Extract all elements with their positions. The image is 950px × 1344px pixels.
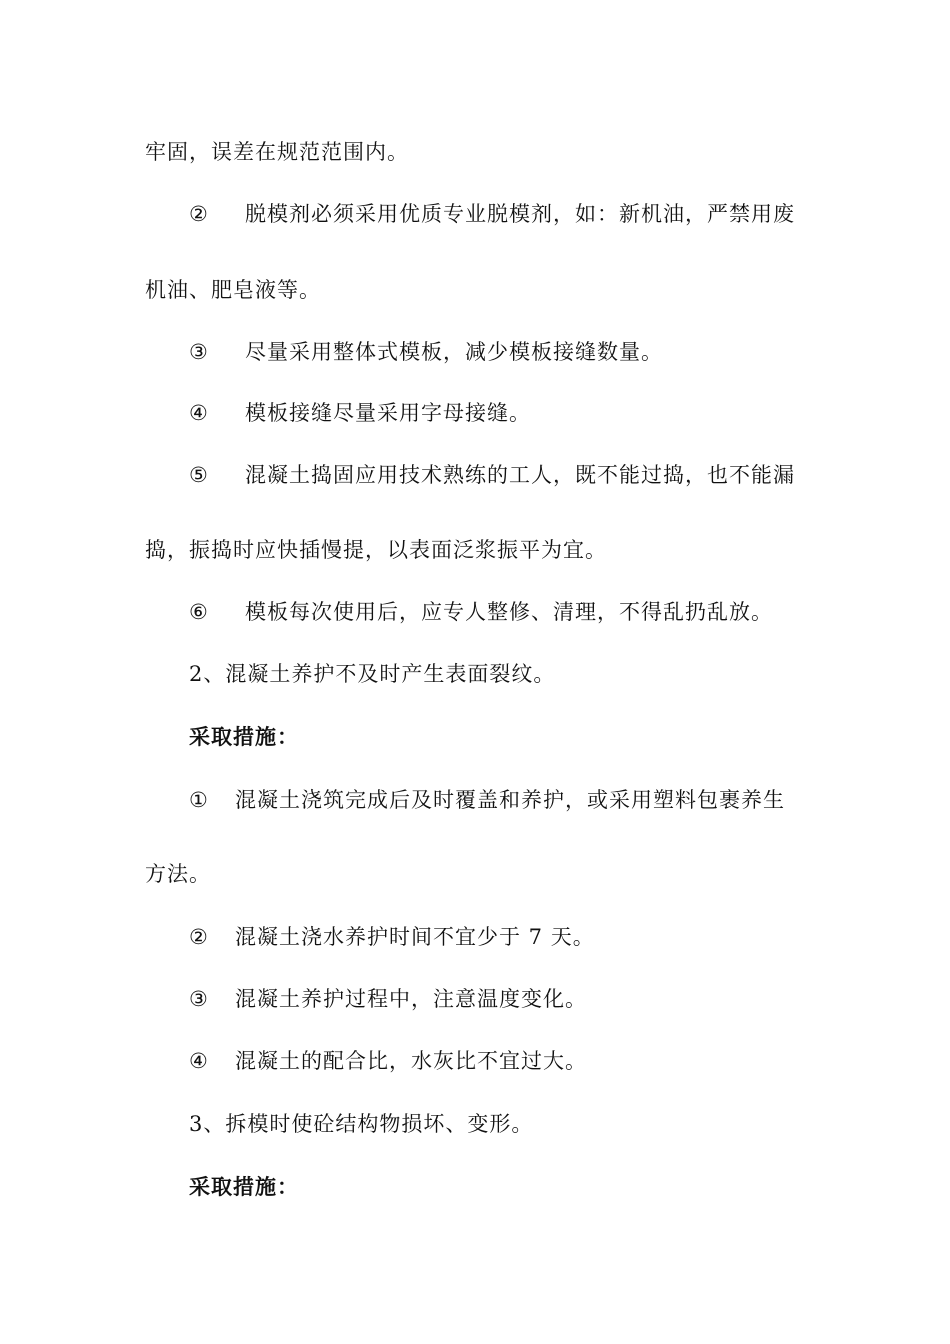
list-item	[189, 461, 795, 489]
line-text: 机油、肥皂液等。	[145, 278, 321, 302]
label-text: 采取措施：	[189, 724, 299, 749]
line-text: 牢固，误差在规范范围内。	[145, 140, 409, 164]
list-item	[189, 923, 595, 951]
item-text: 模板每次使用后，应专人整修、清理，不得乱扔乱放。	[245, 600, 773, 624]
paragraph-line	[145, 536, 607, 564]
paragraph-line	[145, 860, 211, 888]
list-item	[189, 338, 663, 366]
line-text: 方法。	[145, 862, 211, 886]
item-marker: ①	[189, 788, 209, 812]
heading-text: 3、拆模时使砼结构物损坏、变形。	[189, 1112, 534, 1136]
item-marker: ②	[189, 202, 209, 226]
item-text: 混凝土的配合比，水灰比不宜过大。	[235, 1049, 587, 1073]
item-marker: ③	[189, 340, 209, 364]
paragraph-line	[145, 276, 321, 304]
label-text: 采取措施：	[189, 1174, 299, 1199]
item-text: 混凝土养护过程中，注意温度变化。	[235, 987, 587, 1011]
section-heading	[189, 1110, 533, 1138]
item-marker: ③	[189, 987, 209, 1011]
list-item	[189, 786, 785, 814]
item-marker: ②	[189, 925, 209, 949]
item-marker: ④	[189, 1049, 209, 1073]
item-text: 脱模剂必须采用优质专业脱模剂，如：新机油，严禁用废	[245, 202, 795, 226]
list-item	[189, 1047, 587, 1075]
section-heading	[189, 660, 555, 688]
paragraph-line	[145, 138, 409, 166]
line-text: 捣，振捣时应快插慢提，以表面泛浆振平为宜。	[145, 538, 607, 562]
measures-label	[189, 1173, 299, 1201]
item-text: 尽量采用整体式模板，减少模板接缝数量。	[245, 340, 663, 364]
heading-text: 2、混凝土养护不及时产生表面裂纹。	[189, 662, 556, 686]
item-marker: ⑥	[189, 600, 209, 624]
item-marker: ④	[189, 401, 209, 425]
item-text: 混凝土捣固应用技术熟练的工人，既不能过捣，也不能漏	[245, 463, 795, 487]
item-text: 模板接缝尽量采用字母接缝。	[245, 401, 531, 425]
list-item	[189, 399, 531, 427]
item-text: 混凝土浇筑完成后及时覆盖和养护，或采用塑料包裹养生	[235, 788, 785, 812]
measures-label	[189, 723, 299, 751]
list-item	[189, 598, 773, 626]
item-text: 混凝土浇水养护时间不宜少于 7 天。	[235, 925, 595, 949]
item-marker: ⑤	[189, 463, 209, 487]
list-item	[189, 985, 587, 1013]
list-item	[189, 200, 795, 228]
